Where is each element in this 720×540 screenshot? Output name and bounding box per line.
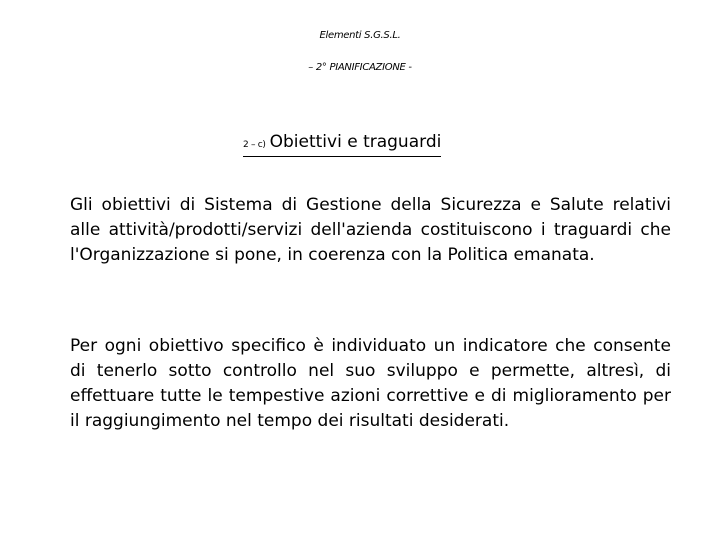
section-heading <box>243 132 441 157</box>
document-title: Elementi S.G.S.L. <box>319 30 401 41</box>
section-title: Obiettivi e traguardi <box>269 132 442 152</box>
section-number: 2 – c) <box>243 140 266 150</box>
document-subtitle: – 2° PIANIFICAZIONE - <box>308 62 412 73</box>
paragraph-indicators: Per ogni obiettivo specifico è individuato un indicatore che consente di tenerlo sotto controllo nel suo sviluppo e permette, altresì, di effettuare tutte le tempestive azioni correttive e di miglioramento per il raggiungimento nel tempo dei risultati desiderati. <box>70 336 671 431</box>
paragraph-objectives: Gli obiettivi di Sistema di Gestione della Sicurezza e Salute relativi alle attività/prodotti/servizi dell'azienda costituiscono i traguardi che l'Organizzazione si pone, in coerenza con la Politica emanata. <box>70 195 671 265</box>
